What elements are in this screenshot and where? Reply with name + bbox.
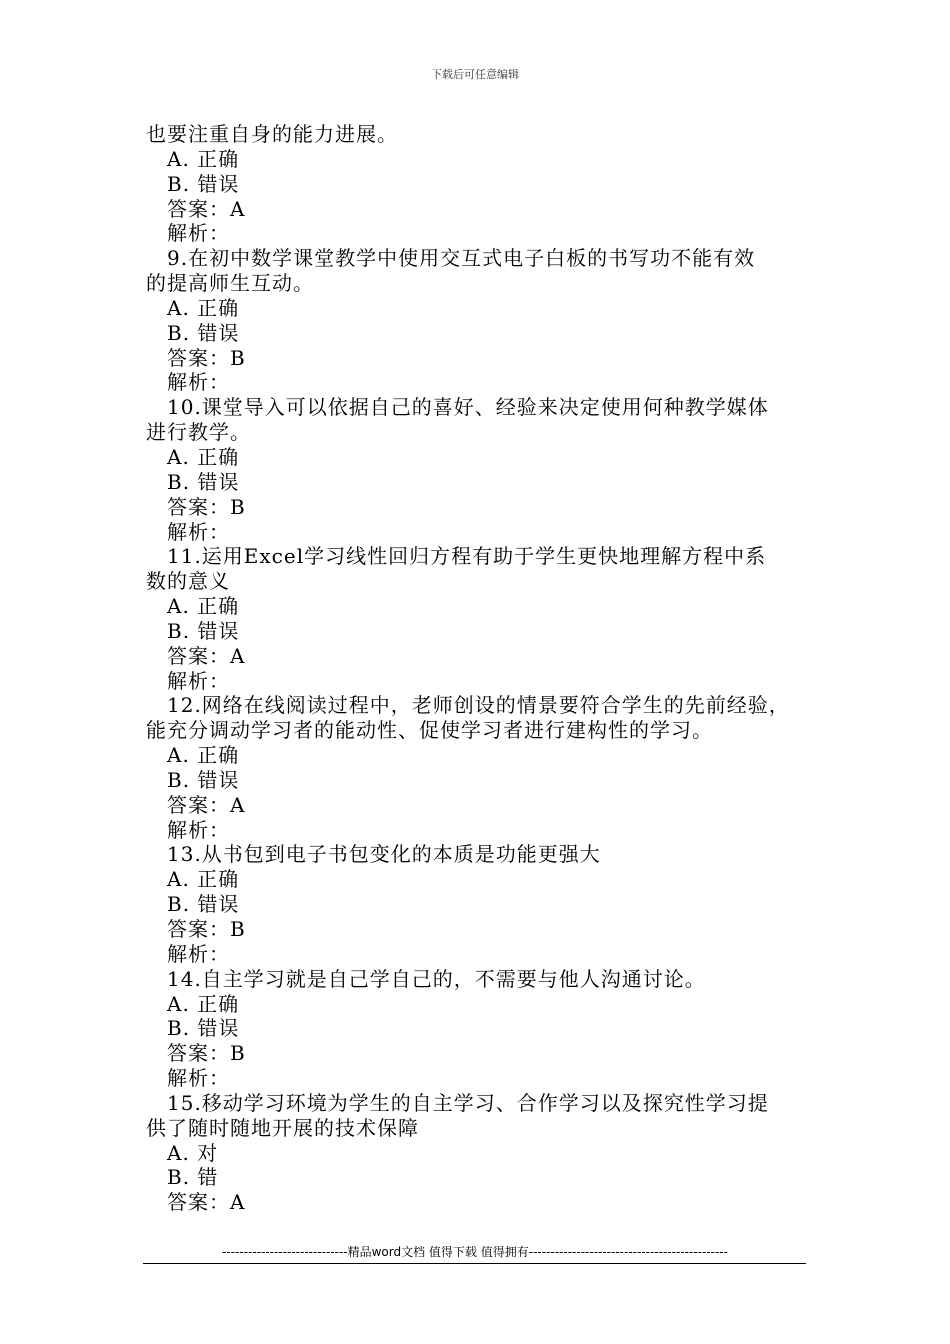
answer: 答案：A <box>167 643 246 668</box>
analysis: 解析： <box>167 519 230 544</box>
answer: 答案：B <box>167 345 246 370</box>
option-a: A. 正确 <box>167 444 240 469</box>
option-b: B. 错误 <box>167 469 240 494</box>
analysis: 解析： <box>167 941 230 966</box>
option-a: A. 正确 <box>167 146 240 171</box>
question-9: 9.在初中数学课堂教学中使用交互式电子白板的书写功不能有效 <box>167 246 756 271</box>
question-14: 14.自主学习就是自己学自己的，不需要与他人沟通讨论。 <box>167 966 706 991</box>
option-b: B. 错误 <box>167 320 240 345</box>
answer: 答案：B <box>167 917 246 941</box>
option-a: A. 正确 <box>167 295 240 320</box>
question-12-continued: 能充分调动学习者的能动性、促使学习者进行建构性的学习。 <box>146 718 713 743</box>
option-b: B. 错 <box>167 1165 219 1190</box>
question-9-continued: 的提高师生互动。 <box>146 271 314 296</box>
question-11: 11.运用Excel学习线性回归方程有助于学生更快地理解方程中系 <box>167 544 767 569</box>
option-b: B. 错误 <box>167 767 240 792</box>
question-12: 12.网络在线阅读过程中，老师创设的情景要符合学生的先前经验， <box>167 693 790 718</box>
footer-divider <box>143 1263 806 1264</box>
option-b: B. 错误 <box>167 171 240 196</box>
page-footer: -----------------------------精品word文档 值得下载 值得拥有---------------------------------------------- <box>222 1245 728 1259</box>
question-15-continued: 供了随时随地开展的技术保障 <box>146 1115 419 1140</box>
question-10-continued: 进行教学。 <box>146 420 251 445</box>
option-b: B. 错误 <box>167 1016 240 1041</box>
page-header: 下载后可任意编辑 <box>431 68 519 81</box>
analysis: 解析： <box>167 370 230 395</box>
analysis: 解析： <box>167 1066 230 1091</box>
answer: 答案：A <box>167 1190 246 1215</box>
answer: 答案：B <box>167 494 246 519</box>
option-a: A. 对 <box>167 1140 219 1165</box>
question-10: 10.课堂导入可以依据自己的喜好、经验来决定使用何种教学媒体 <box>167 395 769 420</box>
option-a: A. 正确 <box>167 867 240 892</box>
text-line: 也要注重自身的能力进展。 <box>146 122 398 146</box>
question-13: 13.从书包到电子书包变化的本质是功能更强大 <box>167 842 601 867</box>
document-body <box>146 122 816 1215</box>
answer: 答案：A <box>167 792 246 817</box>
question-11-continued: 数的意义 <box>146 569 230 594</box>
analysis: 解析： <box>167 221 230 246</box>
analysis: 解析： <box>167 817 230 842</box>
answer: 答案：B <box>167 1041 246 1066</box>
option-a: A. 正确 <box>167 991 240 1016</box>
option-a: A. 正确 <box>167 743 240 768</box>
question-15: 15.移动学习环境为学生的自主学习、合作学习以及探究性学习提 <box>167 1090 769 1115</box>
option-b: B. 错误 <box>167 618 240 643</box>
analysis: 解析： <box>167 668 230 693</box>
answer: 答案：A <box>167 196 246 221</box>
option-a: A. 正确 <box>167 594 240 619</box>
option-b: B. 错误 <box>167 892 240 917</box>
